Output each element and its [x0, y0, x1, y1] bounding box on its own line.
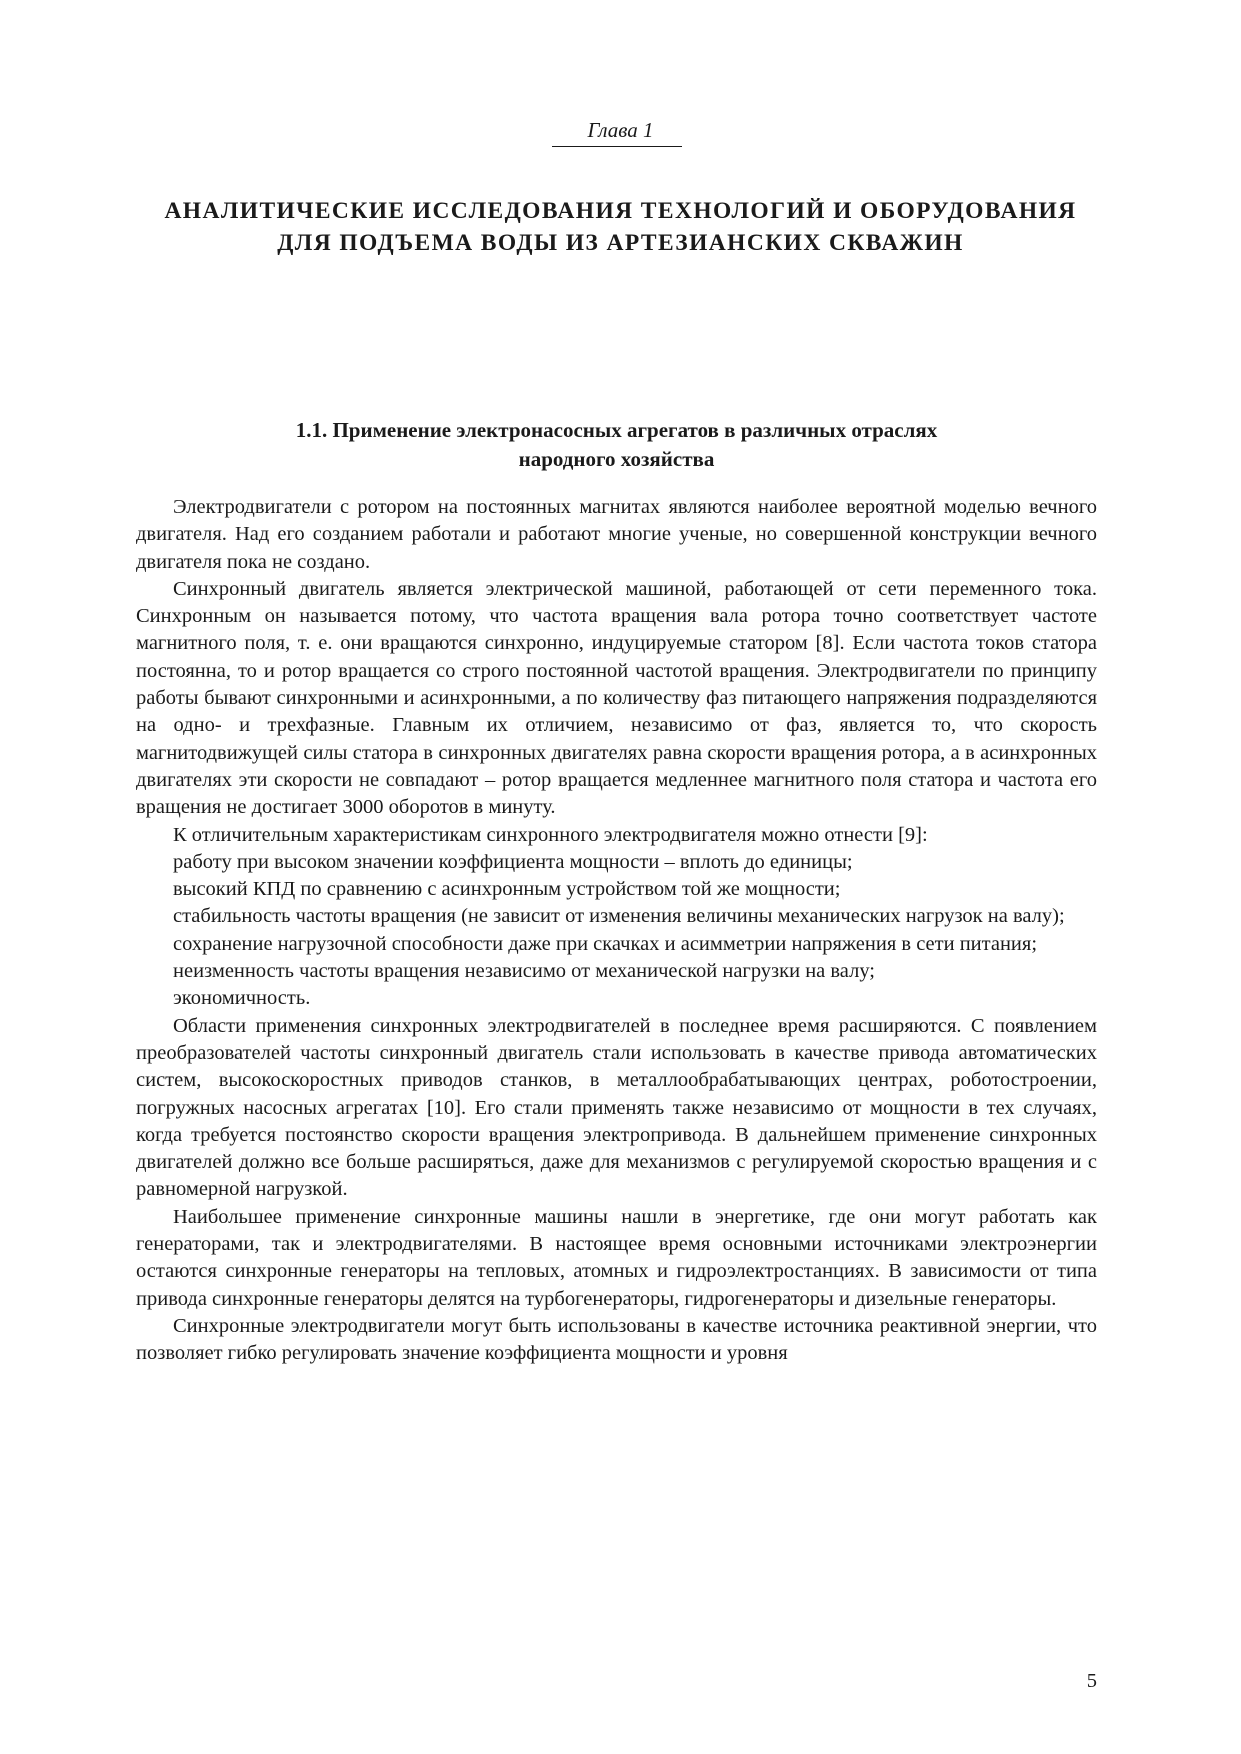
- section-title: [136, 416, 1097, 474]
- paragraph: Синхронные электродвигатели могут быть использованы в качестве источника реактивной энергии, что позволяет гибко регулировать значение коэффициента мощности и уровня: [136, 1314, 1097, 1365]
- paragraph: К отличительным характеристикам синхронного электродвигателя можно отнести [9]:: [173, 823, 928, 846]
- paragraph: Электродвигатели с ротором на постоянных магнитах являются наиболее вероятной моделью вечного двигателя. Над его созданием работали и работают многие ученые, но совершенной конструкции вечного двигателя пока не создано.: [136, 496, 1097, 573]
- body-text: [136, 494, 1097, 1368]
- chapter-label: Глава 1: [587, 118, 654, 142]
- paragraph: Синхронный двигатель является электрической машиной, работающей от сети переменного тока. Синхронным он называется потому, что частота вращения вала ротора точно соответствует частоте магнитного поля, т. е. они вращаются синхронно, индуцируемые статором [8]. Если частота токов статора постоянна, то и ротор вращается со строго постоянной частотой вращения. Электродвигатели по принципу работы бывают синхронными и асинхронными, а по количеству фаз питающего напряжения подразделяются на одно- и трехфазные. Главным их отличием, независимо от фаз, является то, что скорость магнитодвижущей силы статора в синхронных двигателях равна скорости вращения ротора, а в асинхронных двигателях эти скорости не совпадают – ротор вращается медленнее магнитного поля статора и частота его вращения не достигает 3000 оборотов в минуту.: [136, 577, 1097, 819]
- list-item: стабильность частоты вращения (не зависит от изменения величины механических нагрузок на валу);: [173, 905, 1065, 928]
- list-item: неизменность частоты вращения независимо от механической нагрузки на валу;: [173, 960, 875, 983]
- list-item: сохранение нагрузочной способности даже при скачках и асимметрии напряжения в сети питания;: [173, 932, 1038, 955]
- paragraph: Наибольшее применение синхронные машины нашли в энергетике, где они могут работать как генераторами, так и электродвигателями. В настоящее время основными источниками электроэнергии остаются синхронные генераторы на тепловых, атомных и гидроэлектростанциях. В зависимости от типа привода синхронные генераторы делятся на турбогенераторы, гидрогенераторы и дизельные генераторы.: [136, 1205, 1097, 1310]
- list-item: работу при высоком значении коэффициента мощности – вплоть до единицы;: [173, 850, 853, 873]
- list-item: экономичность.: [173, 987, 311, 1010]
- list-item: высокий КПД по сравнению с асинхронным устройством той же мощности;: [173, 878, 841, 901]
- page-number: 5: [1086, 1670, 1097, 1692]
- section-title-line: народного хозяйства: [518, 447, 715, 471]
- section-title-line: 1.1. Применение электронасосных агрегатов в различных отраслях: [295, 418, 938, 442]
- paragraph: Области применения синхронных электродвигателей в последнее время расширяются. С появлением преобразователей частоты синхронный двигатель стали использовать в качестве привода автоматических систем, высокоскоростных приводов станков, в металлообрабатывающих центрах, роботостроении, погружных насосных агрегатах [10]. Его стали применять также независимо от мощности в тех случаях, когда требуется постоянство скорости вращения электропривода. В дальнейшем применение синхронных двигателей должно все больше расширяться, даже для механизмов с регулируемой скоростью вращения и с равномерной нагрузкой.: [136, 1014, 1097, 1201]
- chapter-underline: [552, 146, 682, 147]
- chapter-title-line: ДЛЯ ПОДЪЕМА ВОДЫ ИЗ АРТЕЗИАНСКИХ СКВАЖИН: [277, 230, 964, 256]
- chapter-title: [100, 195, 1141, 259]
- chapter-title-line: АНАЛИТИЧЕСКИЕ ИССЛЕДОВАНИЯ ТЕХНОЛОГИЙ И ОБОРУДОВАНИЯ: [164, 198, 1077, 224]
